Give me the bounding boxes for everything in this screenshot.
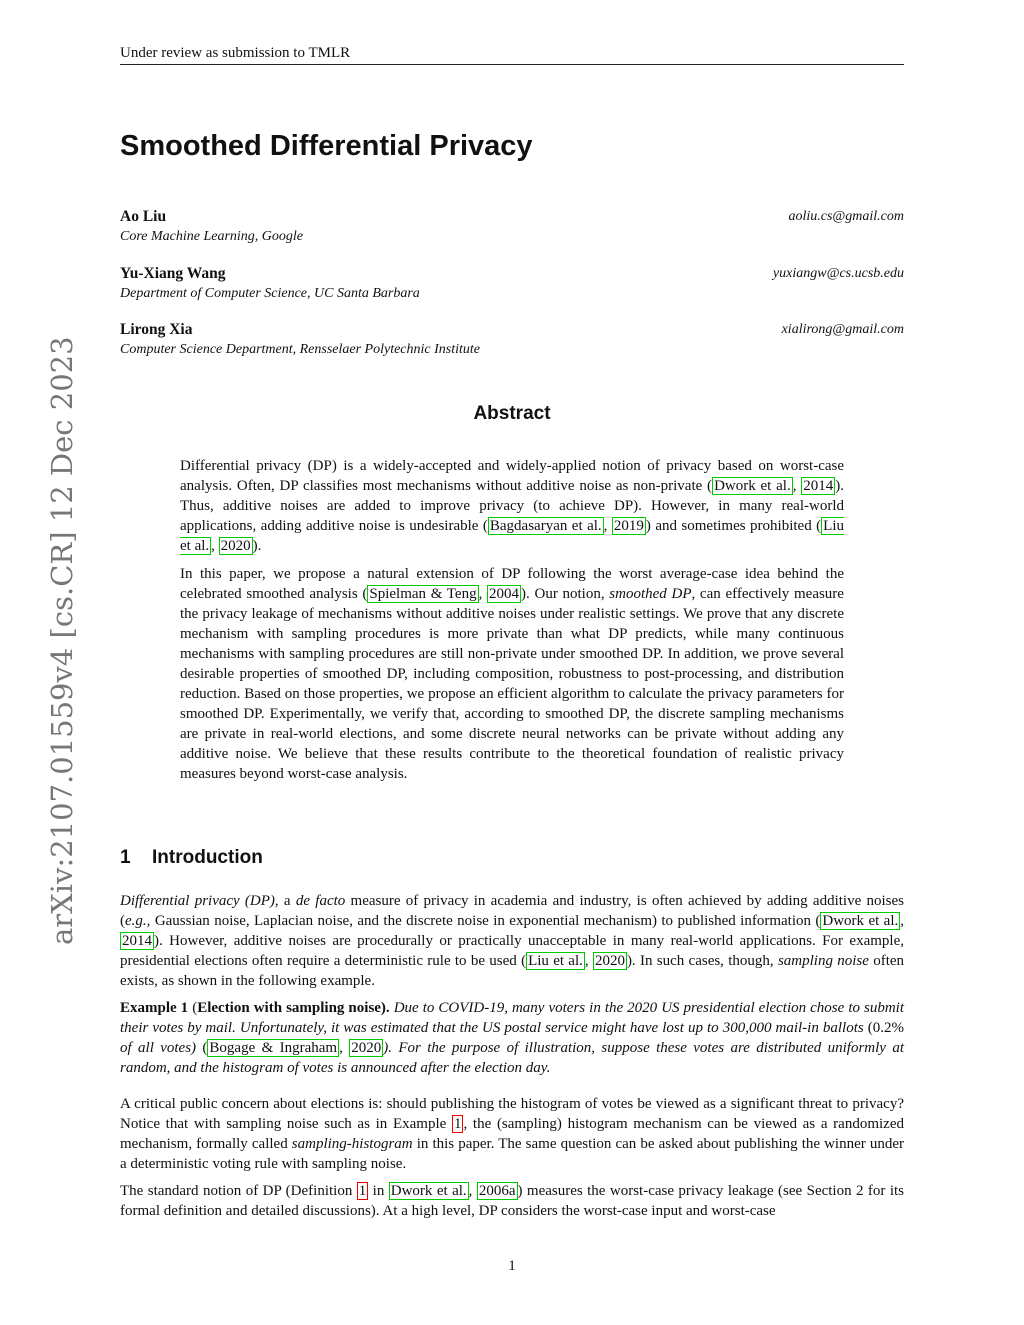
example-1: Example 1 (Election with sampling noise). Due to COVID-19, many voters in the 2020 US presidential election chose to submit their votes by mail. Unfortunately, it was estimated that the US postal service might have lost up to 300,000 mail-in ballots (0.2% of all votes) ( Bogage & Ingraham , 2020 ). For the purpose of illustration, suppose these votes are distributed uniformly at random, and the histogram of votes is announced after the election day.	[120, 1000, 905, 1076]
author-block-3	[120, 320, 904, 360]
reference-link[interactable]: 1	[453, 1116, 462, 1132]
author-name: Yu-Xiang Wang	[120, 265, 226, 282]
abstract-paragraph-1: Differential privacy (DP) is a widely-accepted and widely-applied notion of privacy based on worst-case analysis. Often, DP classifies most mechanisms without additive noise as non-private ( Dwork et al. , 2014 ). Thus, additive noises are added to improve privacy (to achieve DP). However, in many real-world applications, adding additive noise is undesirable ( Bagdasaryan et al. , 2019 ) and sometimes prohibited ( Liu et al. , 2020 ).	[180, 458, 845, 554]
abstract-heading: Abstract	[473, 403, 551, 424]
citation-link[interactable]: 2014	[803, 478, 834, 494]
citation-link[interactable]: 2019	[613, 518, 644, 534]
section-heading-introduction	[120, 846, 263, 870]
introduction-body	[120, 891, 904, 1228]
author-affiliation: Core Machine Learning, Google	[120, 229, 304, 244]
citation-link[interactable]: Spielman & Teng	[369, 586, 477, 602]
citation-link[interactable]: Dwork et al.	[714, 478, 791, 494]
citation-link[interactable]: Liu et al.	[180, 518, 844, 554]
citation-link[interactable]: Liu et al.	[528, 953, 583, 969]
intro-paragraph-2: A critical public concern about elections is: should publishing the histogram of votes be viewed as a significant threat to privacy? Notice that with sampling noise such as in Example 1 , the (sampling) histogram mechanism can be viewed as a randomized mechanism, formally called sampling-histogram in this paper. The same question can be asked about publishing the winner under a deterministic voting rule with sampling noise.	[120, 1096, 904, 1172]
author-name: Ao Liu	[120, 208, 167, 225]
author-email: xialirong@gmail.com	[781, 322, 904, 337]
author-email: aoliu.cs@gmail.com	[788, 209, 904, 224]
citation-link[interactable]: 2020	[594, 953, 625, 969]
reference-link[interactable]: 1	[358, 1183, 367, 1199]
citation-link[interactable]: Dwork et al.	[390, 1183, 467, 1199]
citation-link[interactable]: 2020	[220, 538, 251, 554]
author-affiliation: Computer Science Department, Rensselaer Polytechnic Institute	[120, 342, 481, 357]
citation-link[interactable]: 2020	[351, 1040, 382, 1056]
abstract-body	[180, 456, 844, 792]
citation-link[interactable]: Bogage & Ingraham	[209, 1040, 338, 1056]
author-email: yuxiangw@cs.ucsb.edu	[772, 266, 904, 281]
page-number: 1	[508, 1258, 516, 1274]
author-block-2	[120, 264, 904, 304]
abstract-paragraph-2: In this paper, we propose a natural extension of DP following the worst average-case idea behind the celebrated smoothed analysis ( Spielman & Teng , 2004 ). Our notion, smoothed DP, can effectively measure the privacy leakage of mechanisms without additive noises under realistic settings. We prove that any discrete mechanism with sampling procedures is more private than what DP predicts, while many continuous mechanisms with sampling procedures are still non-private under smoothed DP. In addition, we prove several desirable properties of smoothed DP, including composition, robustness to post-processing, and distribution reduction. Based on those properties, we propose an efficient algorithm to calculate the privacy parameters for smoothed DP. Experimentally, we verify that, according to smoothed DP, the discrete sampling mechanisms are private in real-world elections, and some discrete neural networks can be private without adding any additive noise. We believe that these results contribute to the theoretical foundation of realistic privacy measures beyond worst-case analysis.	[180, 566, 844, 782]
intro-paragraph-1: Differential privacy (DP), a de facto measure of privacy in academia and industry, is often achieved by adding additive noises (e.g., Gaussian noise, Laplacian noise, and the discrete noise in exponential mechanism) to published information ( Dwork et al. , 2014 ). However, additive noises are procedurally or practically unacceptable in many real-world applications. For example, presidential elections often require a deterministic rule to be used ( Liu et al. , 2020 ). In such cases, though, sampling noise often exists, as shown in the following example.	[120, 893, 905, 989]
citation-link[interactable]: 2014	[122, 933, 152, 949]
author-block-1	[120, 207, 904, 247]
section-number: 1	[120, 847, 131, 868]
running-header: Under review as submission to TMLR	[120, 45, 351, 61]
author-name: Lirong Xia	[120, 321, 193, 338]
header-rule	[120, 64, 904, 65]
citation-link[interactable]: 2006a	[478, 1183, 516, 1199]
arxiv-identifier-stamp: arXiv:2107.01559v4 [cs.CR] 12 Dec 2023	[45, 336, 79, 945]
section-title: Introduction	[152, 847, 263, 868]
citation-link[interactable]: Dwork et al.	[822, 913, 899, 929]
citation-link[interactable]: Bagdasaryan et al.	[489, 518, 602, 534]
author-affiliation: Department of Computer Science, UC Santa Barbara	[120, 286, 420, 301]
citation-link[interactable]: 2004	[489, 586, 520, 602]
paper-title: Smoothed Differential Privacy	[120, 130, 533, 162]
intro-paragraph-3: The standard notion of DP (Definition 1 in Dwork et al. , 2006a ) measures the worst-case privacy leakage (see Section 2 for its formal definition and detailed discussions). At a high level, DP considers the worst-case input and worst-case	[120, 1183, 905, 1219]
